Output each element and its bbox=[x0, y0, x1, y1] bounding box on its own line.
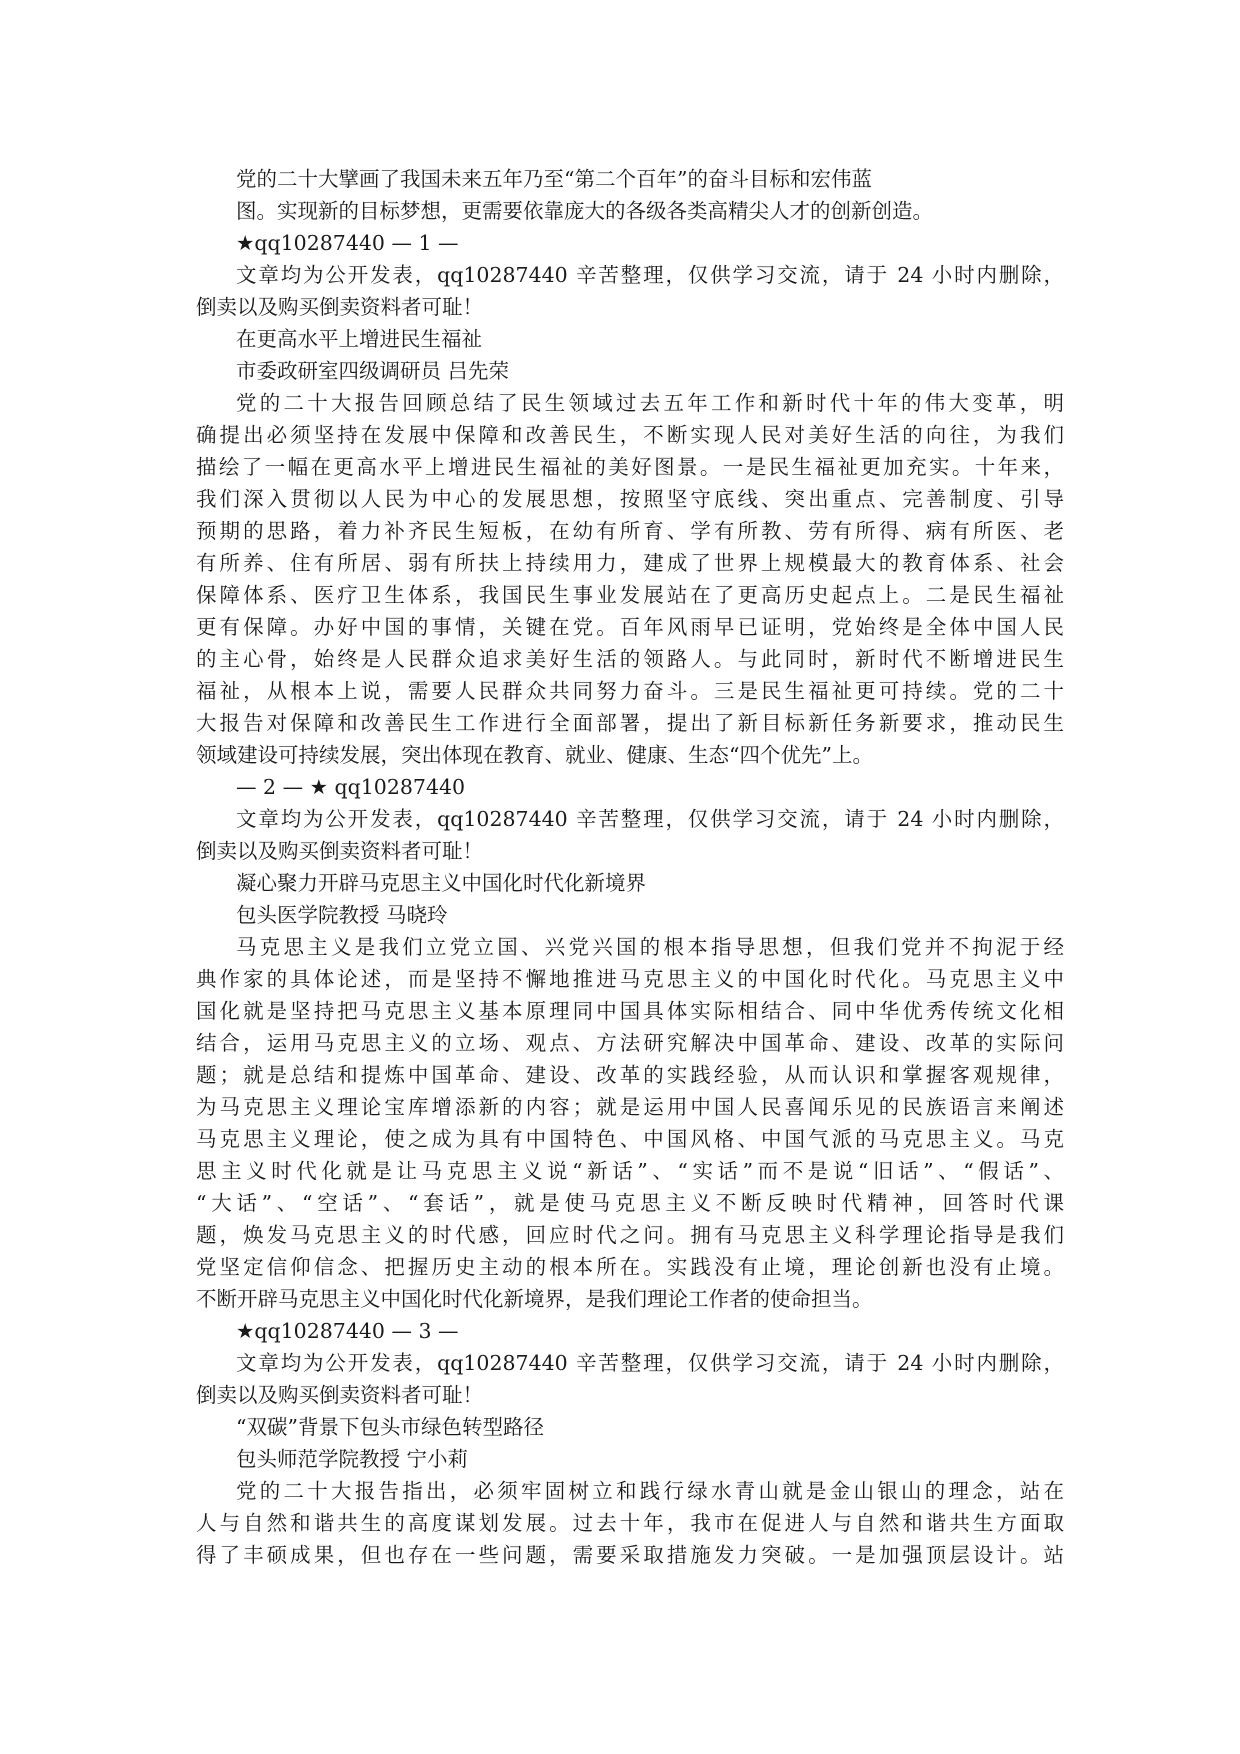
text-line: 确提出必须坚持在发展中保障和改善民生，不断实现人民对美好生活的向往，为我们 bbox=[196, 423, 1064, 447]
text-line: 的主心骨，始终是人民群众追求美好生活的领路人。与此同时，新时代不断增进民生 bbox=[196, 647, 1064, 671]
text-line: 马克思主义是我们立党立国、兴党兴国的根本指导思想，但我们党并不拘泥于经 bbox=[236, 935, 1064, 959]
text-line: 市委政研室四级调研员 吕先荣 bbox=[236, 359, 510, 383]
text-line: 思主义时代化就是让马克思主义说“新话”、“实话”而不是说“旧话”、“假话”、 bbox=[196, 1159, 1064, 1183]
text-line: 党的二十大报告指出，必须牢固树立和践行绿水青山就是金山银山的理念，站在 bbox=[236, 1479, 1064, 1503]
text-line: 党坚定信仰信念、把握历史主动的根本所在。实践没有止境，理论创新也没有止境。 bbox=[196, 1255, 1064, 1279]
document-body bbox=[196, 163, 1064, 1571]
text-line: ★qq10287440 — 3 — bbox=[236, 1319, 459, 1343]
text-line: 党的二十大报告回顾总结了民生领域过去五年工作和新时代十年的伟大变革，明 bbox=[236, 391, 1064, 415]
text-line: 倒卖以及购买倒卖资料者可耻！ bbox=[196, 1383, 483, 1407]
text-line: ★qq10287440 — 1 — bbox=[236, 231, 459, 255]
text-line: 倒卖以及购买倒卖资料者可耻！ bbox=[196, 295, 483, 319]
text-line: 我们深入贯彻以人民为中心的发展思想，按照坚守底线、突出重点、完善制度、引导 bbox=[196, 487, 1064, 511]
text-line: 得了丰硕成果，但也存在一些问题，需要采取措施发力突破。一是加强顶层设计。站 bbox=[196, 1543, 1064, 1567]
text-line: 大报告对保障和改善民生工作进行全面部署，提出了新目标新任务新要求，推动民生 bbox=[196, 711, 1064, 735]
text-line: 题，焕发马克思主义的时代感，回应时代之问。拥有马克思主义科学理论指导是我们 bbox=[196, 1223, 1064, 1247]
text-line: 文章均为公开发表，qq10287440 辛苦整理，仅供学习交流，请于 24 小时内删除， bbox=[236, 807, 1064, 831]
text-line: 人与自然和谐共生的高度谋划发展。过去十年，我市在促进人与自然和谐共生方面取 bbox=[196, 1511, 1064, 1535]
text-line: “大话”、“空话”、“套话”，就是使马克思主义不断反映时代精神，回答时代课 bbox=[196, 1191, 1064, 1215]
text-line: 文章均为公开发表，qq10287440 辛苦整理，仅供学习交流，请于 24 小时内删除， bbox=[236, 1351, 1064, 1375]
text-line: 倒卖以及购买倒卖资料者可耻！ bbox=[196, 839, 483, 863]
text-line: 描绘了一幅在更高水平上增进民生福祉的美好图景。一是民生福祉更加充实。十年来， bbox=[196, 455, 1064, 479]
text-line: 为马克思主义理论宝库增添新的内容；就是运用中国人民喜闻乐见的民族语言来阐述 bbox=[196, 1095, 1064, 1119]
text-line: 保障体系、医疗卫生体系，我国民生事业发展站在了更高历史起点上。二是民生福祉 bbox=[196, 583, 1064, 607]
text-line: “双碳”背景下包头市绿色转型路径 bbox=[236, 1415, 544, 1439]
text-line: 有所养、住有所居、弱有所扶上持续用力，建成了世界上规模最大的教育体系、社会 bbox=[196, 551, 1064, 575]
text-line: 预期的思路，着力补齐民生短板，在幼有所育、学有所教、劳有所得、病有所医、老 bbox=[196, 519, 1064, 543]
text-line: 在更高水平上增进民生福祉 bbox=[236, 327, 482, 351]
text-line: 结合，运用马克思主义的立场、观点、方法研究解决中国革命、建设、改革的实际问 bbox=[196, 1031, 1064, 1055]
text-line: 包头师范学院教授 宁小莉 bbox=[236, 1447, 469, 1471]
text-line: 更有保障。办好中国的事情，关键在党。百年风雨早已证明，党始终是全体中国人民 bbox=[196, 615, 1064, 639]
text-line: 典作家的具体论述，而是坚持不懈地推进马克思主义的中国化时代化。马克思主义中 bbox=[196, 967, 1064, 991]
text-line: 领域建设可持续发展，突出体现在教育、就业、健康、生态“四个优先”上。 bbox=[196, 743, 873, 767]
text-line: 题；就是总结和提炼中国革命、建设、改革的实践经验，从而认识和掌握客观规律， bbox=[196, 1063, 1064, 1087]
text-line: 凝心聚力开辟马克思主义中国化时代化新境界 bbox=[236, 871, 646, 895]
text-line: 图。实现新的目标梦想，更需要依靠庞大的各级各类高精尖人才的创新创造。 bbox=[236, 199, 933, 223]
text-line: — 2 — ★ qq10287440 bbox=[236, 775, 466, 799]
text-line: 马克思主义理论，使之成为具有中国特色、中国风格、中国气派的马克思主义。马克 bbox=[196, 1127, 1064, 1151]
text-line: 文章均为公开发表，qq10287440 辛苦整理，仅供学习交流，请于 24 小时内删除， bbox=[236, 263, 1064, 287]
text-line: 不断开辟马克思主义中国化时代化新境界，是我们理论工作者的使命担当。 bbox=[196, 1287, 873, 1311]
text-line: 包头医学院教授 马晓玲 bbox=[236, 903, 448, 927]
text-line: 福祉，从根本上说，需要人民群众共同努力奋斗。三是民生福祉更可持续。党的二十 bbox=[196, 679, 1064, 703]
text-line: 国化就是坚持把马克思主义基本原理同中国具体实际相结合、同中华优秀传统文化相 bbox=[196, 999, 1064, 1023]
text-line: 党的二十大擘画了我国未来五年乃至“第二个百年”的奋斗目标和宏伟蓝 bbox=[236, 167, 872, 191]
